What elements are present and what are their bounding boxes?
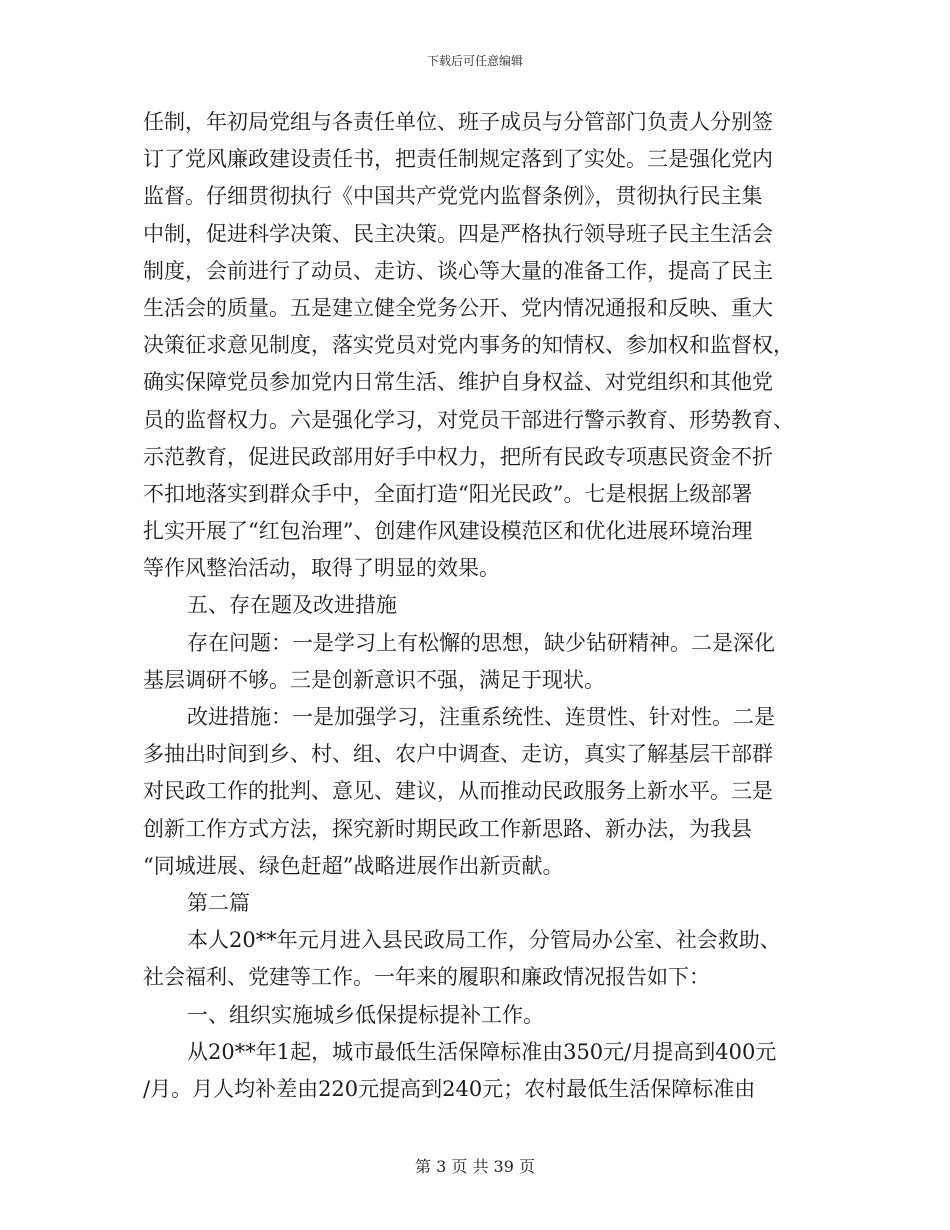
text-line: 对民政工作的批判、意见、建议，从而推动民政服务上新水平。三是 bbox=[143, 779, 773, 804]
text-line: 中制，促进科学决策、民主决策。四是严格执行领导班子民主生活会 bbox=[143, 221, 773, 246]
text-line: 等作风整治活动，取得了明显的效果。 bbox=[143, 556, 500, 581]
text-line: 订了党风廉政建设责任书，把责任制规定落到了实处。三是强化党内 bbox=[143, 147, 773, 172]
text-line: “同城进展、绿色赶超”战略进展作出新贡献。 bbox=[143, 853, 564, 878]
text-line: 本人20**年元月进入县民政局工作，分管局办公室、社会救助、 bbox=[187, 928, 781, 953]
text-line: 创新工作方式方法，探究新时期民政工作新思路、新办法，为我县 bbox=[143, 816, 752, 841]
text-line: 确实保障党员参加党内日常生活、维护自身权益、对党组织和其他党 bbox=[143, 370, 773, 395]
text-line: 扎实开展了“红包治理”、创建作风建设模范区和优化进展环境治理 bbox=[143, 519, 753, 544]
text-line: 第二篇 bbox=[187, 890, 250, 915]
text-line: 监督。仔细贯彻执行《中国共产党党内监督条例》，贯彻执行民主集 bbox=[143, 184, 763, 209]
text-line: 示范教育，促进民政部用好手中权力，把所有民政专项惠民资金不折 bbox=[143, 444, 773, 469]
text-line: 多抽出时间到乡、村、组、农户中调查、走访，真实了解基层干部群 bbox=[143, 742, 773, 767]
document-body bbox=[143, 104, 803, 1108]
text-line: 从20**年1起，城市最低生活保障标准由350元/月提高到400元 bbox=[187, 1039, 777, 1064]
text-line: 决策征求意见制度，落实党员对党内事务的知情权、参加权和监督权， bbox=[143, 333, 794, 358]
text-line: 一、组织实施城乡低保提标提补工作。 bbox=[187, 1002, 544, 1027]
page-header: 下载后可任意编辑 bbox=[426, 54, 523, 68]
text-line: 基层调研不够。三是创新意识不强，满足于现状。 bbox=[143, 667, 605, 692]
text-line: /月。月人均补差由220元提高到240元；农村最低生活保障标准由 bbox=[143, 1076, 756, 1101]
text-line: 改进措施：一是加强学习，注重系统性、连贯性、针对性。二是 bbox=[187, 705, 775, 729]
text-line: 不扣地落实到群众手中，全面打造“阳光民政”。七是根据上级部署 bbox=[143, 481, 753, 506]
text-line: 社会福利、党建等工作。一年来的履职和廉政情况报告如下： bbox=[143, 965, 710, 990]
text-line: 员的监督权力。六是强化学习，对党员干部进行警示教育、形势教育、 bbox=[143, 407, 794, 432]
text-line: 五、存在题及改进措施 bbox=[187, 593, 397, 618]
text-line: 生活会的质量。五是建立健全党务公开、党内情况通报和反映、重大 bbox=[143, 295, 773, 320]
text-line: 任制，年初局党组与各责任单位、班子成员与分管部门负责人分别签 bbox=[143, 110, 773, 134]
page-footer: 第 3 页 共 39 页 bbox=[415, 1157, 535, 1176]
text-line: 制度，会前进行了动员、走访、谈心等大量的准备工作，提高了民主 bbox=[143, 258, 773, 283]
text-line: 存在问题：一是学习上有松懈的思想，缺少钻研精神。二是深化 bbox=[187, 630, 775, 655]
